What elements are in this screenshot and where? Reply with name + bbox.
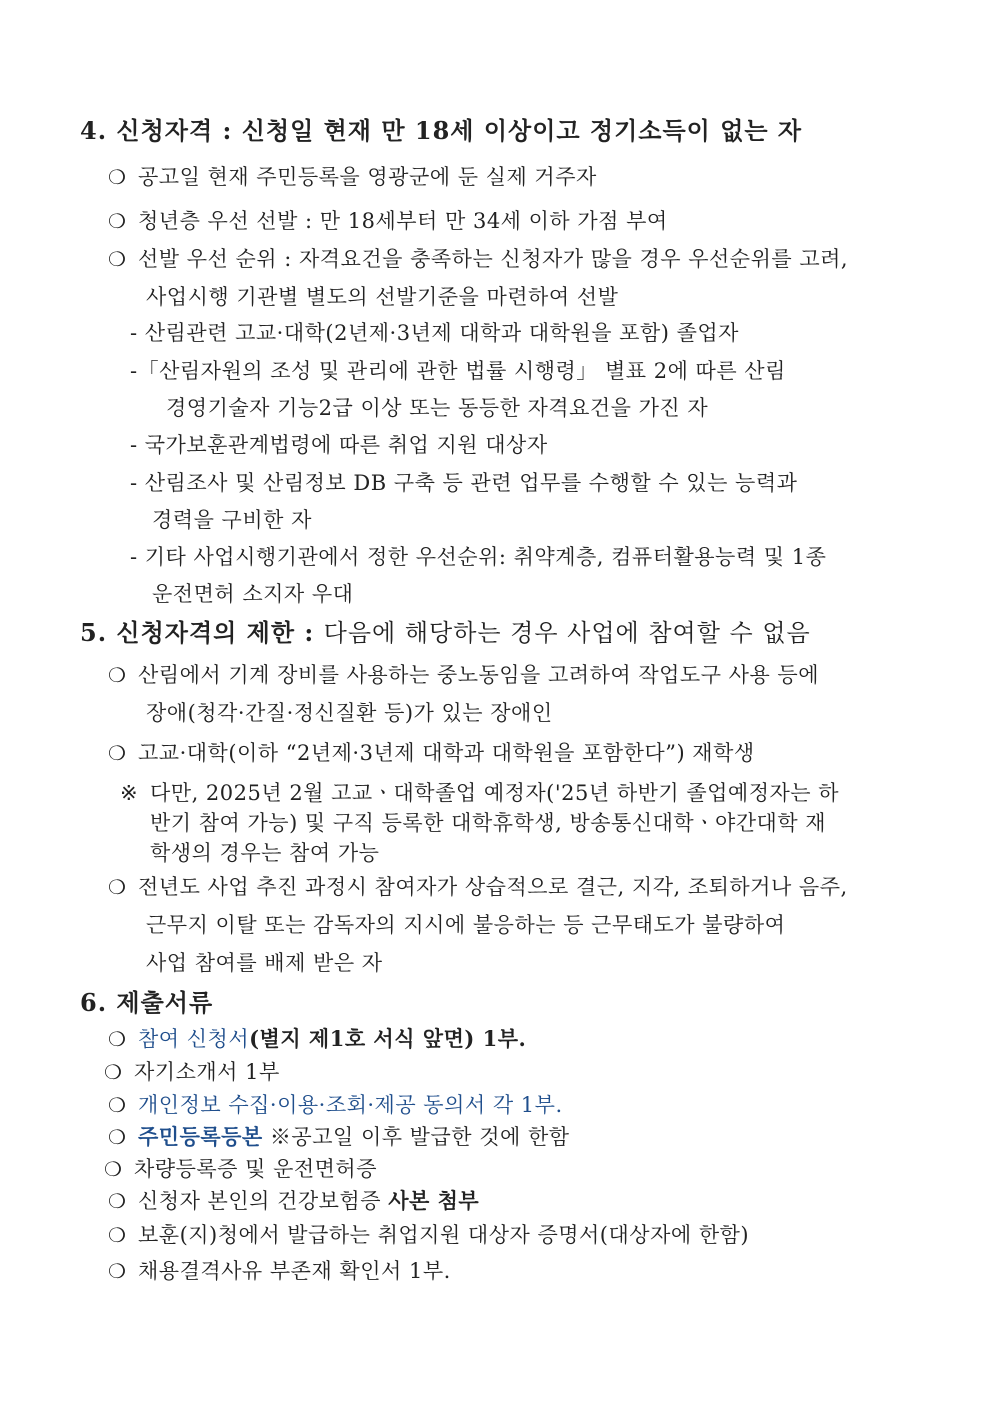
- sub-item: - 산림조사 및 산림정보 DB 구축 등 관련 업무를 수행할 수 있는 능력과: [130, 471, 798, 495]
- section6-title: 6. 제출서류: [80, 988, 214, 1017]
- note-continuation: 학생의 경우는 참여 가능: [150, 841, 380, 865]
- sub-item: -「산림자원의 조성 및 관리에 관한 법률 시행령」 별표 2에 따른 산림: [130, 359, 786, 383]
- list-item: ❍ 고교·대학(이하 “2년제·3년제 대학과 대학원을 포함한다”) 재학생: [108, 738, 755, 768]
- sub-item-continuation: 운전면허 소지자 우대: [152, 582, 354, 606]
- section4-title: 4. 신청자격 : 신청일 현재 만 18세 이상이고 정기소득이 없는 자: [80, 116, 803, 145]
- list-item: ❍ 청년층 우선 선발 : 만 18세부터 만 34세 이하 가점 부여: [108, 206, 668, 236]
- circle-bullet-icon: ❍: [104, 1157, 123, 1181]
- circle-bullet-icon: ❍: [108, 1125, 127, 1149]
- circle-bullet-icon: ❍: [108, 247, 127, 271]
- list-item-continuation: 사업시행 기관별 별도의 선발기준을 마련하여 선발: [146, 285, 619, 309]
- circle-bullet-icon: ❍: [108, 875, 127, 899]
- circle-bullet-icon: ❍: [108, 165, 127, 189]
- circle-bullet-icon: ❍: [108, 1223, 127, 1247]
- list-item: ❍ 선발 우선 순위 : 자격요건을 충족하는 신청자가 많을 경우 우선순위를 고려,: [108, 244, 848, 274]
- circle-bullet-icon: ❍: [108, 1027, 127, 1051]
- document-item: ❍ 자기소개서 1부: [104, 1057, 280, 1087]
- note-continuation: 반기 참여 가능) 및 구직 등록한 대학휴학생, 방송통신대학ㆍ야간대학 재: [150, 811, 827, 835]
- circle-bullet-icon: ❍: [104, 1060, 123, 1084]
- circle-bullet-icon: ❍: [108, 1189, 127, 1213]
- document-item: ❍ 보훈(지)청에서 발급하는 취업지원 대상자 증명서(대상자에 한함): [108, 1220, 749, 1250]
- sub-item: - 산림관련 고교·대학(2년제·3년제 대학과 대학원을 포함) 졸업자: [130, 321, 739, 345]
- list-item-continuation: 사업 참여를 배제 받은 자: [146, 951, 383, 975]
- document-item: ❍ 주민등록등본 ※공고일 이후 발급한 것에 한함: [108, 1122, 570, 1152]
- section5-title: 5. 신청자격의 제한 : 다음에 해당하는 경우 사업에 참여할 수 없음: [80, 618, 811, 647]
- list-item: ❍ 공고일 현재 주민등록을 영광군에 둔 실제 거주자: [108, 162, 597, 192]
- sub-item: - 기타 사업시행기관에서 정한 우선순위: 취약계층, 컴퓨터활용능력 및 1종: [130, 545, 827, 569]
- list-item-continuation: 장애(청각·간질·정신질환 등)가 있는 장애인: [146, 701, 553, 725]
- circle-bullet-icon: ❍: [108, 663, 127, 687]
- circle-bullet-icon: ❍: [108, 1259, 127, 1283]
- sub-item: - 국가보훈관계법령에 따른 취업 지원 대상자: [130, 433, 548, 457]
- document-item: ❍ 차량등록증 및 운전면허증: [104, 1154, 377, 1184]
- sub-item-continuation: 경력을 구비한 자: [152, 508, 312, 532]
- sub-item-continuation: 경영기술자 기능2급 이상 또는 동등한 자격요건을 가진 자: [166, 396, 709, 420]
- note-item: ※ 다만, 2025년 2월 고교ㆍ대학졸업 예정자('25년 하반기 졸업예정자는 하: [120, 778, 839, 808]
- circle-bullet-icon: ❍: [108, 741, 127, 765]
- document-item: ❍ 채용결격사유 부존재 확인서 1부.: [108, 1256, 451, 1286]
- document-item: ❍ 개인정보 수집·이용·조회·제공 동의서 각 1부.: [108, 1090, 563, 1120]
- circle-bullet-icon: ❍: [108, 209, 127, 233]
- list-item-continuation: 근무지 이탈 또는 감독자의 지시에 불응하는 등 근무태도가 불량하여: [146, 913, 786, 937]
- list-item: ❍ 산림에서 기계 장비를 사용하는 중노동임을 고려하여 작업도구 사용 등에: [108, 660, 819, 690]
- list-item: ❍ 전년도 사업 추진 과정시 참여자가 상습적으로 결근, 지각, 조퇴하거나 음주,: [108, 872, 848, 902]
- note-mark-icon: ※: [120, 781, 139, 805]
- document-item: ❍ 참여 신청서(별지 제1호 서식 앞면) 1부.: [108, 1024, 526, 1054]
- circle-bullet-icon: ❍: [108, 1093, 127, 1117]
- document-item: ❍ 신청자 본인의 건강보험증 사본 첨부: [108, 1186, 479, 1216]
